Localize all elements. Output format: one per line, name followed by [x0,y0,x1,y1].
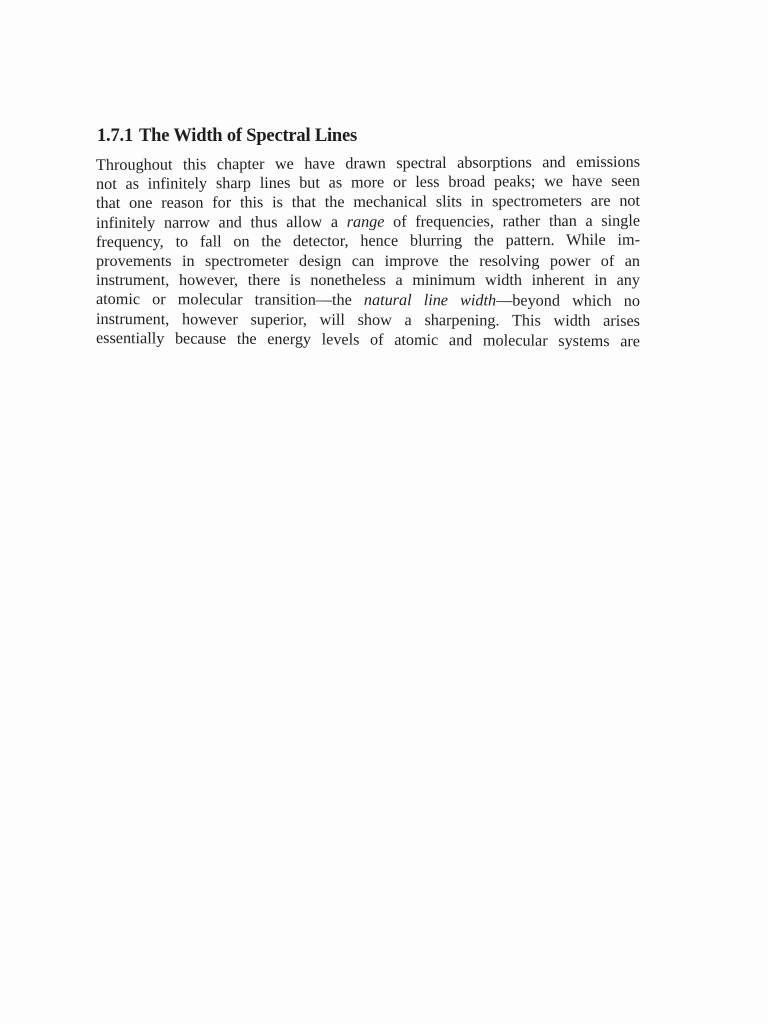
section-number: 1.7.1 [97,126,134,146]
text-line [96,211,640,233]
text-line: instrument, however, there is nonetheless a minimum width inherent in any [96,271,640,290]
text-run: infinitely narrow and thus allow a [95,212,347,232]
text-run: —beyond which no [496,291,641,311]
body-paragraph [95,152,641,351]
text-line: not as infinitely sharp lines but as more or less broad peaks; we have seen [95,171,641,194]
text-line: frequency, to fall on the detector, hence blurring the pattern. While im- [95,230,641,251]
section-1-7-1 [95,124,641,351]
section-heading [97,124,640,148]
text-line: instrument, however superior, will show a sharpening. This width arises [95,309,641,330]
emphasis-range: range [346,212,385,231]
text-line: Throughout this chapter we have drawn spectral absorptions and emissions [95,152,641,174]
text-line [96,290,640,311]
text-run: of frequencies, rather than a single [384,211,641,231]
emphasis-natural-line-width: natural line width [363,291,497,310]
text-line: provements in spectrometer design can improve the resolving power of an [96,252,640,271]
text-line: that one reason for this is that the mechanical slits in spectrometers are not [95,192,641,213]
text-line: essentially because the energy levels of atomic and molecular systems are [95,328,641,351]
text-run: atomic or molecular transition—the [95,290,364,310]
section-title: The Width of Spectral Lines [139,126,358,146]
